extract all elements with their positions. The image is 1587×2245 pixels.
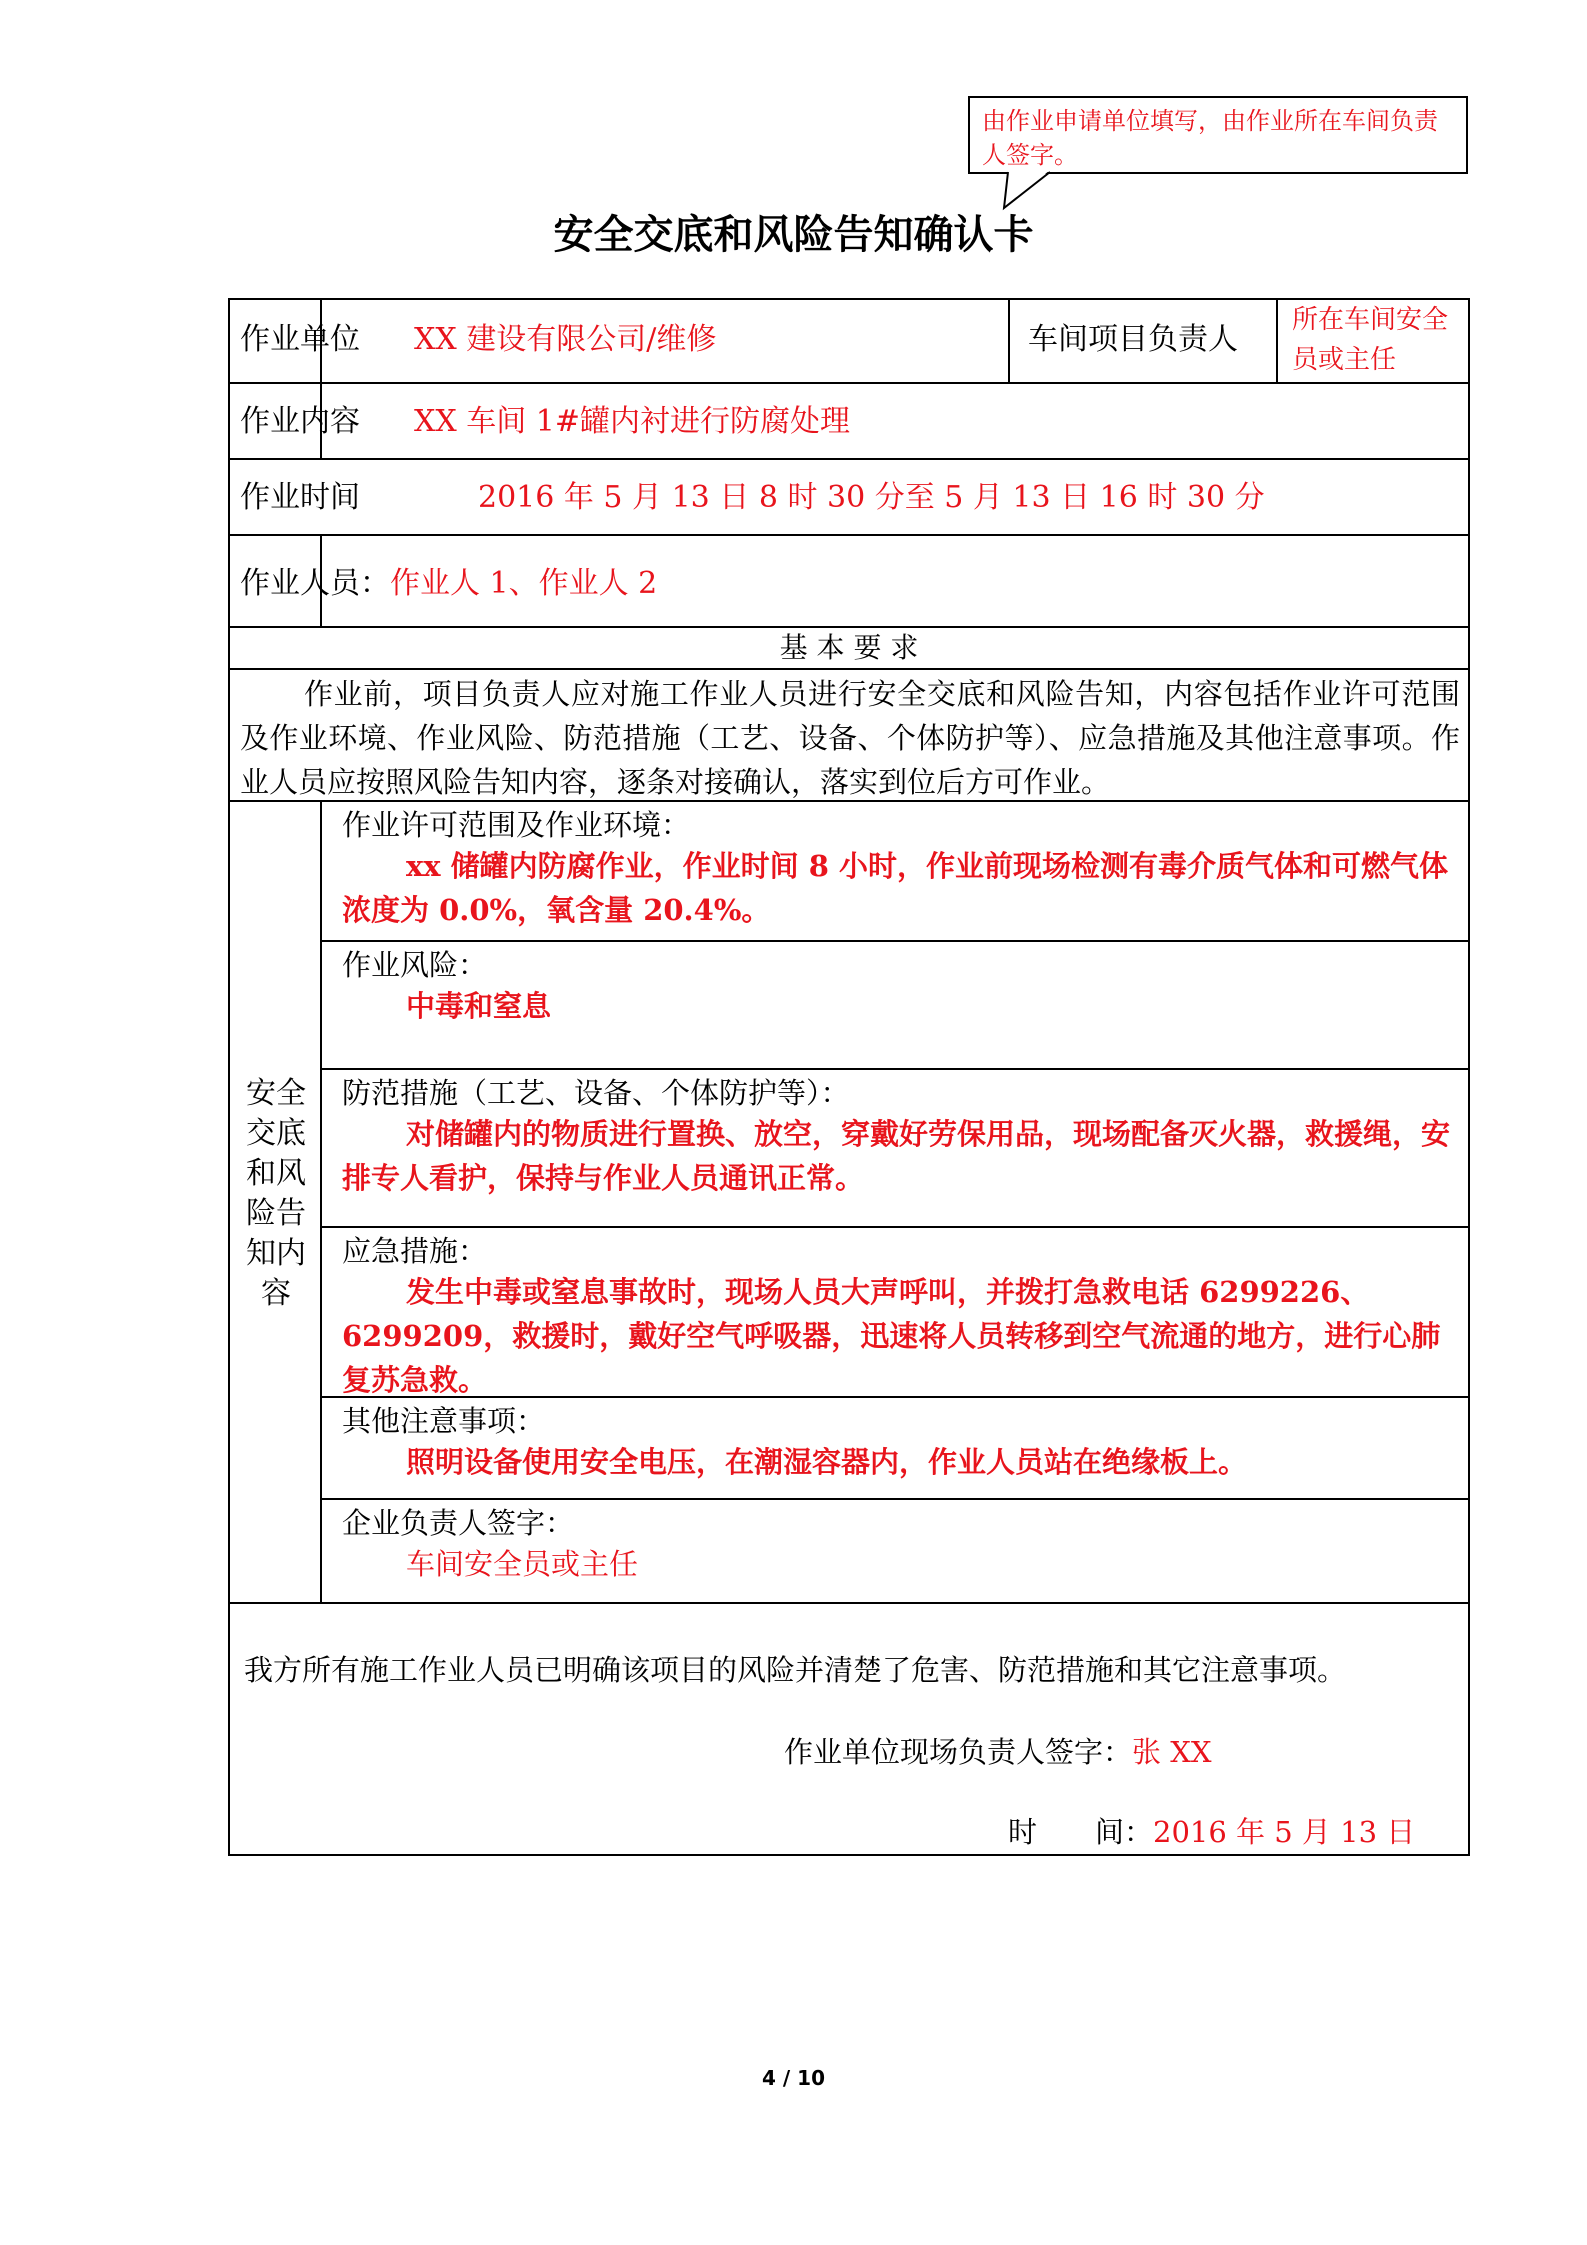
section-heading: 作业风险： bbox=[342, 948, 488, 982]
workers-row bbox=[240, 564, 657, 604]
section-body: 发生中毒或窒息事故时，现场人员大声呼叫，并拨打急救电话 6299226、6299209，救援时，戴好空气呼吸器，迅速将人员转移到空气流通的地方，进行心肺复苏急救。 bbox=[342, 1275, 1441, 1397]
work-time-value: 2016 年 5 月 13 日 8 时 30 分至 5 月 13 日 16 时 30 分 bbox=[478, 480, 1265, 515]
rule bbox=[1008, 298, 1010, 382]
page-number: 4 / 10 bbox=[762, 2066, 825, 2090]
side-label: 安全交底和风险告知内容 bbox=[246, 1076, 306, 1311]
workers-label: 作业人员： bbox=[240, 566, 390, 601]
rule bbox=[320, 800, 322, 1602]
section-body: 对储罐内的物质进行置换、放空，穿戴好劳保用品，现场配备灭火器，救援绳，安排专人看护，保持与作业人员通讯正常。 bbox=[342, 1117, 1451, 1195]
rule bbox=[228, 1602, 1470, 1604]
section-emergency bbox=[334, 1228, 1468, 1398]
section-work-risk bbox=[334, 942, 1468, 1070]
table-border-right bbox=[1468, 298, 1470, 1856]
section-leader-signature bbox=[334, 1500, 1468, 1602]
work-time-label: 作业时间 bbox=[240, 480, 360, 515]
rule bbox=[1276, 298, 1278, 382]
work-content-value: XX 车间 1#罐内衬进行防腐处理 bbox=[414, 404, 851, 439]
section-heading: 作业许可范围及作业环境： bbox=[342, 808, 691, 842]
section-heading: 企业负责人签字： bbox=[342, 1506, 575, 1540]
rule bbox=[228, 534, 1470, 536]
section-body: 车间安全员或主任 bbox=[406, 1547, 639, 1581]
section-body: xx 储罐内防腐作业，作业时间 8 小时，作业前现场检测有毒介质气体和可燃气体浓度为 0.0%，氧含量 20.4%。 bbox=[342, 849, 1449, 927]
section-prevention bbox=[334, 1070, 1468, 1228]
callout-pointer bbox=[1000, 170, 1060, 210]
confirmation-date bbox=[1008, 1812, 1415, 1852]
work-unit-value: XX 建设有限公司/维修 bbox=[414, 322, 717, 357]
date-label: 时 间： bbox=[1008, 1815, 1154, 1849]
callout-text: 由作业申请单位填写，由作业所在车间负责人签字。 bbox=[982, 107, 1438, 169]
confirmation-statement: 我方所有施工作业人员已明确该项目的风险并清楚了危害、防范措施和其它注意事项。 bbox=[244, 1653, 1347, 1687]
basic-requirement-text: 作业前，项目负责人应对施工作业人员进行安全交底和风险告知，内容包括作业许可范围及作业环境、作业风险、防范措施（工艺、设备、个体防护等）、应急措施及其他注意事项。作业人员应按照风险告知内容，逐条对接确认，落实到位后方可作业。 bbox=[240, 677, 1460, 799]
project-manager-value: 所在车间安全员或主任 bbox=[1292, 305, 1449, 375]
workers-value: 作业人 1、作业人 2 bbox=[390, 566, 658, 601]
rule bbox=[228, 382, 1470, 384]
table-border-left bbox=[228, 298, 230, 1856]
signature-value: 张 XX bbox=[1132, 1735, 1212, 1769]
work-unit-label: 作业单位 bbox=[240, 322, 360, 357]
signature-label: 作业单位现场负责人签字： bbox=[784, 1735, 1133, 1769]
section-body: 中毒和窒息 bbox=[406, 989, 552, 1023]
section-permit-scope bbox=[334, 802, 1468, 942]
section-body: 照明设备使用安全电压，在潮湿容器内，作业人员站在绝缘板上。 bbox=[406, 1445, 1248, 1479]
annotation-callout bbox=[968, 96, 1468, 174]
section-heading: 防范措施（工艺、设备、个体防护等）： bbox=[342, 1076, 850, 1110]
work-content-label: 作业内容 bbox=[240, 404, 360, 439]
basic-requirement-title: 基 本 要 求 bbox=[779, 631, 919, 664]
section-other-notes bbox=[334, 1398, 1468, 1500]
page-title: 安全交底和风险告知确认卡 bbox=[553, 212, 1034, 258]
date-value: 2016 年 5 月 13 日 bbox=[1153, 1815, 1416, 1849]
section-heading: 应急措施： bbox=[342, 1234, 488, 1268]
rule bbox=[228, 668, 1470, 670]
section-heading: 其他注意事项： bbox=[342, 1404, 546, 1438]
site-manager-signature bbox=[784, 1732, 1212, 1772]
project-manager-label: 车间项目负责人 bbox=[1028, 322, 1238, 357]
table-border-bottom bbox=[228, 1854, 1470, 1856]
rule bbox=[228, 458, 1470, 460]
table-border-top bbox=[228, 298, 1470, 300]
